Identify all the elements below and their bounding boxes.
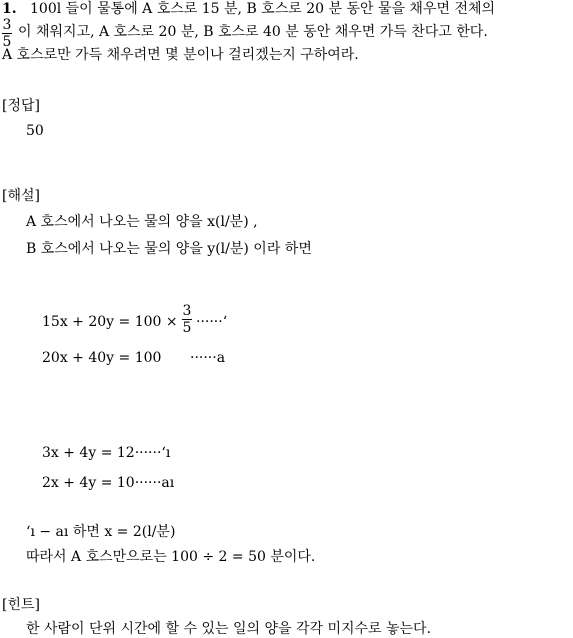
equation-3: 3x + 4y = 12······‘ı	[42, 445, 171, 461]
equation-1-fraction	[181, 304, 193, 335]
answer-header: [정답]	[2, 98, 40, 114]
solution-line-1: A 호스에서 나오는 물의 양을 x(l/분) ,	[26, 214, 258, 230]
answer-value: 50	[26, 123, 44, 139]
hint-header: [힌트]	[2, 597, 40, 613]
problem-number: 1.	[2, 1, 17, 17]
problem-line-3: A 호스로만 가득 채우려면 몇 분이나 걸리겠는지 구하여라.	[2, 47, 359, 63]
fraction-denominator: 5	[182, 320, 192, 336]
solution-line-3: ‘ı − aı 하면 x = 2(l/분)	[26, 524, 176, 540]
solution-line-2: B 호스에서 나오는 물의 양을 y(l/분) 이라 하면	[26, 241, 312, 257]
problem-fraction	[1, 18, 13, 49]
equation-2-tag: ······a	[190, 350, 226, 366]
equation-1: 15x + 20y = 100 ×	[42, 314, 178, 330]
fraction-denominator: 5	[2, 34, 12, 50]
problem-line-1: 100l 들이 물통에 A 호스로 15 분, B 호스로 20 분 동안 물을 채우면 전체의	[30, 1, 496, 17]
hint-text: 한 사람이 단위 시간에 할 수 있는 일의 양을 각각 미지수로 놓는다.	[26, 621, 432, 637]
problem-line-2: 이 채워지고, A 호스로 20 분, B 호스로 40 분 동안 채우면 가득 찬다고 한다.	[18, 24, 488, 40]
solution-header: [해설]	[2, 188, 40, 204]
fraction-numerator: 3	[182, 303, 192, 319]
fraction-numerator: 3	[2, 17, 12, 33]
equation-4: 2x + 4y = 10······aı	[42, 475, 175, 491]
equation-1-tag: ······‘	[196, 314, 228, 330]
equation-2: 20x + 40y = 100	[42, 350, 162, 366]
solution-line-4: 따라서 A 호스만으로는 100 ÷ 2 = 50 분이다.	[26, 549, 316, 565]
